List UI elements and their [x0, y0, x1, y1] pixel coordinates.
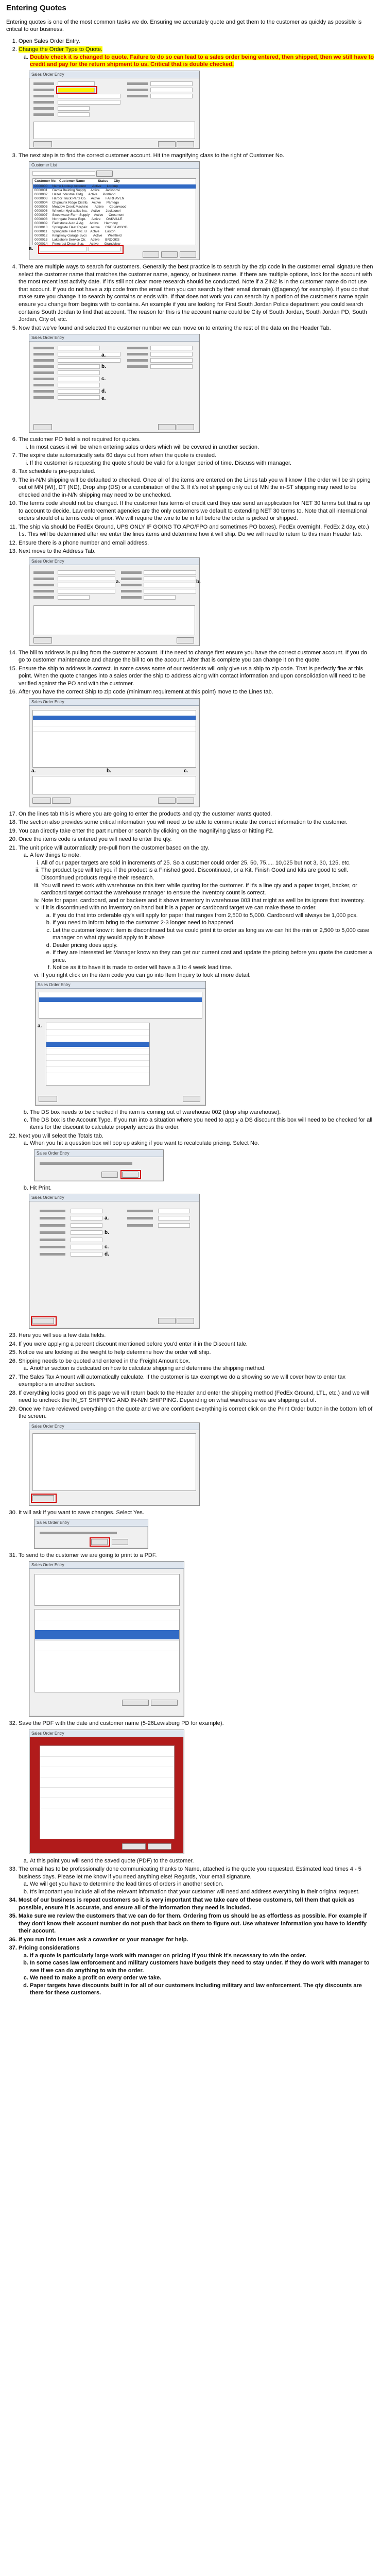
step-21b: b. The DS box needs to be checked if the item is coming out of warehouse 002 (drop ship warehouse).: [30, 1109, 375, 1116]
customer-list-rows: 0000000 Name Lookup Account Active Lookup 0000001 Garcia Building Supply Active Jacksonvi 0000002 Hazel Industrial Bldg Active Portland 0000003 Harbor Truck Parts Co. Active FAIRHAVEN 0000004 Chipmunk Ridge Distrib. Active Pantego 0000005 Meadow Creek Machine Active Cedarwood 0000006 Wheeler Hydraulics Inc. Active Jacksonvi 0000007 Sweetwater Farm Supply Active Crestmont 0000008 Northgate Power Eqpt. Active OAKVILLE 0000009 Fieldstone Auto & Ag Active Harmony 0000010 Springside Fleet Repair Active CRESTWOOD 0000011 Springside Fleet Svc. B Active Easton 0000012 Kingsway Garage Svcs Active Westfield 0000013 Lakeshore Service Ctr. Active BROOKS 0000014 Pinecrest Diesel Sup. Active Grandview: [34, 184, 128, 246]
step-15: 15. Ensure the ship to address is correct. In some cases some of our residents will only give us a ship to zip code. That is perfectly fine at this point. When the quote changes into a sales order the ship to address along with contact information and upon consolidation will need to be verified against the PO and with the customer.: [19, 665, 375, 688]
save-changes-dialog-screenshot: Sales Order Entry: [34, 1519, 148, 1549]
step-8: 8. Tax schedule is pre-populated.: [19, 468, 375, 476]
step-22: 22. Next you will select the Totals tab. a. When you hit a question box will pop up asking if you want to recalculate pricing. Select No. Sales Order Entry b. Hit Print. Sales Order Entry a. b. c. d.: [19, 1132, 375, 1329]
step-28: 28. If everything looks good on this page we will return back to the Header and enter the shipping method (FedEx Ground, LTL, etc.) and we will need to uncheck the IN_ST SHIPPING AND IN-N/N SHIPPING. Depending on what warehouse we are shipping out of.: [19, 1389, 375, 1404]
step-25: 25. Notice we are looking at the weight to help determine how the order will ship.: [19, 1349, 375, 1357]
item-inquiry-screenshot: Sales Order Entry a.: [35, 981, 206, 1106]
customer-list-headers: Customer No. Customer Name Status City: [34, 179, 120, 183]
step-31: 31. To send to the customer we are going to print to a PDF. Sales Order Entry: [19, 1552, 375, 1717]
step-36: 36. If you run into issues ask a coworker or your manager for help.: [19, 1936, 375, 1944]
step-27: 27. The Sales Tax Amount will automatically calculate. If the customer is tax exempt we do a showing so we will cover how to enter tax exemptions in another section.: [19, 1374, 375, 1388]
step-37: 37. Pricing considerations a. If a quote is particularly large work with manager on pricing if you think it's necessary to win the order. b. In some cases law enforcement and military customers have budgets they need to stay under. If they do work with manager to see if we can do anything to win the order. c. We need to make a profit on every order we take. d. Paper targets have discounts built in for all of our customers including military and law enforcement. The qty discounts are there for these customers.: [19, 1944, 375, 1997]
customer-list-screenshot: [29, 161, 200, 260]
header-tab-screenshot: Sales Order Entry a. b. c. d. e.: [29, 334, 200, 433]
step-14: 14. The bill to address is pulling from the customer account. If the need to change first ensure you have the correct customer account. If you do go to customer maintenance and change the bill to on the account. After that is complete you can change it on the quote.: [19, 649, 375, 664]
window-titlebar: Sales Order Entry: [29, 71, 199, 78]
step-21a: a. A few things to note. i. All of our paper targets are sold in increments of 25. So a customer could order 25, 50, 75..... 10,025 but not 3, 30, 125, etc. ii. The product type will tell you if the product is a Finished good. Discontinued, or a Kit. Finish Good and kits are good to sell. Discontinued products require their research. iii. You will need to work with warehouse on this item while quoting for the customer. If it's a line qty and a paper target, backer, or cardboard target contact the warehouse manager to ensure the inventory count is correct. iv. Note for paper, cardboard, and or backers and it shows inventory in warehouse 003 that might as well be its ignore that inventory. v. If it is discontinued with no inventory on hand but it is a paper or cardboard target we can make these to order. a. If you do that into orderable qty's will apply for paper that ranges from 2,500 to 5,000. Cardboard will always be 1,000 pcs. b. If you need to inform bring to the customer 2-3 longer need to happened. c. Let the customer know it item is discontinued but we could print it to order as long as we can hit the min or 2,500 to 5,000 case manager on what qty would apply to it above d. Dealer pricing does apply. e. If they are interested let Manager know so they can get our current cost and update the pricing before you quote the customer a price. f. Notice as it to have it is made to order will have a 3 to 4 week lead time. vi. If you right click on the item code you can go into Item Inquiry to look at more detail. Sales Order Entry a.: [30, 852, 375, 1106]
marker-a: a.: [29, 246, 33, 252]
address-tab-screenshot: Sales Order Entry a. b.: [29, 557, 200, 646]
step-16: 16. After you have the correct Ship to zip code (minimum requirement at this point) move to the Lines tab. Sales Order Entry a. b. c.: [19, 688, 375, 807]
step-24: 24. If you were applying a percent discount mentioned before you'd enter it in the Discount tale.: [19, 1341, 375, 1348]
step-2-text: Change the Order Type to Quote.: [19, 46, 103, 53]
step-17: 17. On the lines tab this is where you are going to enter the products and qty the customer wants quoted.: [19, 810, 375, 818]
step-21: 21. The unit price will automatically pre-pull from the customer based on the qty. a. A few things to note. i. All of our paper targets are sold in increments of 25. So a customer could order 25, 50, 75..... 10,025 but not 3, 30, 125, etc. ii. The product type will tell you if the product is a Finished good. Discontinued, or a Kit. Finish Good and kits are good to sell. Discontinued products require their research. iii. You will need to work with warehouse on this item while quoting for the customer. If it's a line qty and a paper target, backer, or cardboard target contact the warehouse manager to ensure the inventory count is correct. iv. Note for paper, cardboard, and or backers and it shows inventory in warehouse 003 that might as well be its ignore that inventory. v. If it is discontinued with no inventory on hand but it is a paper or cardboard target we can make these to order. a. If you do that into orderable qty's will apply for paper that ranges from 2,500 to 5,000. Cardboard will always be 1,000 pcs. b. If you need to inform bring to the customer 2-3 longer need to happened. c. Let the customer know it item is discontinued but we could print it to order as long as we can hit the min or 2,500 to 5,000 case manager on what qty would apply to it above d. Dealer pricing does apply. e. If they are interested let Manager know so they can get our current cost and update the pricing before you quote the customer a price. f. Notice as it to have it is made to order will have a 3 to 4 week lead time. vi. If you right click on the item code you can go into Item Inquiry to look at more detail. Sales Order Entry a. b. The DS box needs to be checked if the item is coming out of warehouse 002 (drop ship warehouse). c. The DS box is the Account Type. If you run into a situation where you need to apply a DS discount this box will need to be checked for all items for the discount to calculate properly across the order.: [19, 844, 375, 1131]
customer-list-titlebar: Customer List: [29, 162, 199, 169]
step-11: 11. The ship via should be FedEx Ground, UPS ONLY IF GOING TO APO/FPO and sometimes PO boxes). FedEx overnight, FedEx 2 day, etc.) f.s. This will be determined after we enter the lines items and determine how it will ship. Do we will need to return to this main Header tab.: [19, 523, 375, 538]
lines-tab-screenshot: Sales Order Entry a. b. c.: [29, 698, 200, 807]
steps-list: [6, 38, 375, 1997]
step-6: 6. The customer PO field is not required for quotes. i. In most cases it will be when entering sales orders which will be covered in another section.: [19, 436, 375, 451]
step-3: [19, 152, 375, 261]
step-35: 35. Make sure we review the customers that we can do for them. Ordering from us should be as effortless as possible. For example if they don't know their account number do not push that back on them to figure out. Use whatever information you have to identify their account.: [19, 1912, 375, 1935]
step-19: 19. You can directly take enter the part number or search by clicking on the magnifying glass or hitting F2.: [19, 827, 375, 835]
step-2: [19, 46, 375, 149]
step-10: 10. The terms code should not be changed. If the customer has terms of credit card they use send an application for NET 30 terms but that is up to account to decide. Law enforcement agencies are the only customers we default to extending NET 30 terms to. Note that all international orders should of a terms code of prior. We will require the wire to be in full before the order is picked or shipped.: [19, 500, 375, 522]
step-34: 34. Most of our business is repeat customers so it is very important that we take care of these customers, tell them that quick as possible, ensure it is accurate, and ensure all of the information they need is included.: [19, 1896, 375, 1911]
step-2a: [30, 54, 375, 69]
save-pdf-screenshot: Sales Order Entry: [29, 1730, 184, 1854]
step-3-text: The next step is to find the correct customer account. Hit the magnifying class to the right of Customer No.: [19, 152, 285, 159]
print-dialog-screenshot: Sales Order Entry: [29, 1561, 184, 1717]
step-30: 30. It will ask if you want to save changes. Select Yes. Sales Order Entry: [19, 1509, 375, 1549]
step-21c: c. The DS box is the Account Type. If you run into a situation where you need to apply a DS discount this box will need to be checked for all items for the discount to calculate properly across the order.: [30, 1116, 375, 1131]
step-9: 9. The in-N/N shipping will be defaulted to checked. Once all of the items are entered on the Lines tab you will know if the order will be shipping out of MN (WI), DT (ND), Drop ship (DS) or a combination of the 3. If it's not shipping only out of MN the in-ST shipping may need to be checked and the in-N/N shipping may need to be unchecked.: [19, 477, 375, 499]
step-29: 29. Once we have reviewed everything on the quote and we are confident everything is correct click on the Print Order button in the bottom left of the screen. Sales Order Entry: [19, 1405, 375, 1506]
print-order-screenshot: Sales Order Entry: [29, 1422, 200, 1506]
step-26: 26. Shipping needs to be quoted and entered in the Freight Amount box. a. Another section is dedicated on how to calculate shipping and determine the shipping method.: [19, 1358, 375, 1372]
step-20: 20. Once the items code is entered you will need to enter the qty.: [19, 836, 375, 843]
page-title: Entering Quotes: [6, 4, 66, 12]
sales-order-header-screenshot: [29, 71, 200, 149]
intro-paragraph: Entering quotes is one of the most common tasks we do. Ensuring we accurately quote and get them to the customer as quickly as possible is critical to our business.: [6, 19, 362, 33]
step-18: 18. The section also provides some critical information you will need to be able to communicate the correct information to the customer.: [19, 819, 375, 826]
step-5: [19, 325, 375, 433]
step-13: 13. Next move to the Address Tab. Sales Order Entry a. b.: [19, 548, 375, 646]
step-7: 7. The expire date automatically sets 60 days out from when the quote is created. i. If the customer is requesting the quote should be valid for a longer period of time. Discuss with manager.: [19, 452, 375, 467]
yes-button[interactable]: [101, 1172, 118, 1178]
totals-tab-screenshot: Sales Order Entry a. b. c. d.: [29, 1194, 200, 1329]
step-2a-warning: Double check it is changed to quote. Failure to do so can lead to a sales order being entered, then shipped, then we still have to credit and pay for the return shipment to us. Critical that is double checked.: [30, 54, 374, 68]
step-32: 32. Save the PDF with the date and customer name (5-26Lewisburg PD for example). Sales Order Entry a. At this point you will send the saved quote (PDF) to the customer.: [19, 1720, 375, 1865]
step-12: 12. Ensure there is a phone number and email address.: [19, 539, 375, 547]
step-33: 33. The email has to be professionally done communicating thanks to Name, attached is the quote you requested. Estimated lead times 4 - 5 business days. Please let me know if you need anything else! Regards, Your email signature. a. We will get you have to determine the lead times of orders in another section. b. It's important you include all of the relevant information that your customer will need and address everything in their original request.: [19, 1866, 375, 1895]
step-1: 1. Open Sales Order Entry.: [19, 38, 375, 45]
step-23: 23. Here you will see a few data fields.: [19, 1332, 375, 1340]
step-4: 4. There are multiple ways to search for customers. Generally the best practice is to search by the zip code in the customer email signature then select the customer name that matches the customer name, agency, or business name. If there are multiple options, look for the account with the most recent last activity date. If it's still not clear more research should be conducted. Note if a ZIN2 is in the customer name do not use that account. If you do not have a zip code from the email then you can search by their email domain (@agency) for example). If you do that make sure you change it to search by contains or ends with. If that does not work you can search by a portion of the customer's name again ensure you change from begins with to contains. An example if you are looking for First South Jordan Police department you could search contains South Jordan to find that account. The reason for this is the account name could be City of South Jordan, South Jordan PD, South Jordan, City of, etc.: [19, 263, 375, 323]
step-5-text: Now that we've found and selected the customer number we can move on to entering the rest of the data on the Header Tab.: [19, 325, 331, 331]
recalculate-dialog-screenshot: Sales Order Entry: [34, 1149, 164, 1181]
